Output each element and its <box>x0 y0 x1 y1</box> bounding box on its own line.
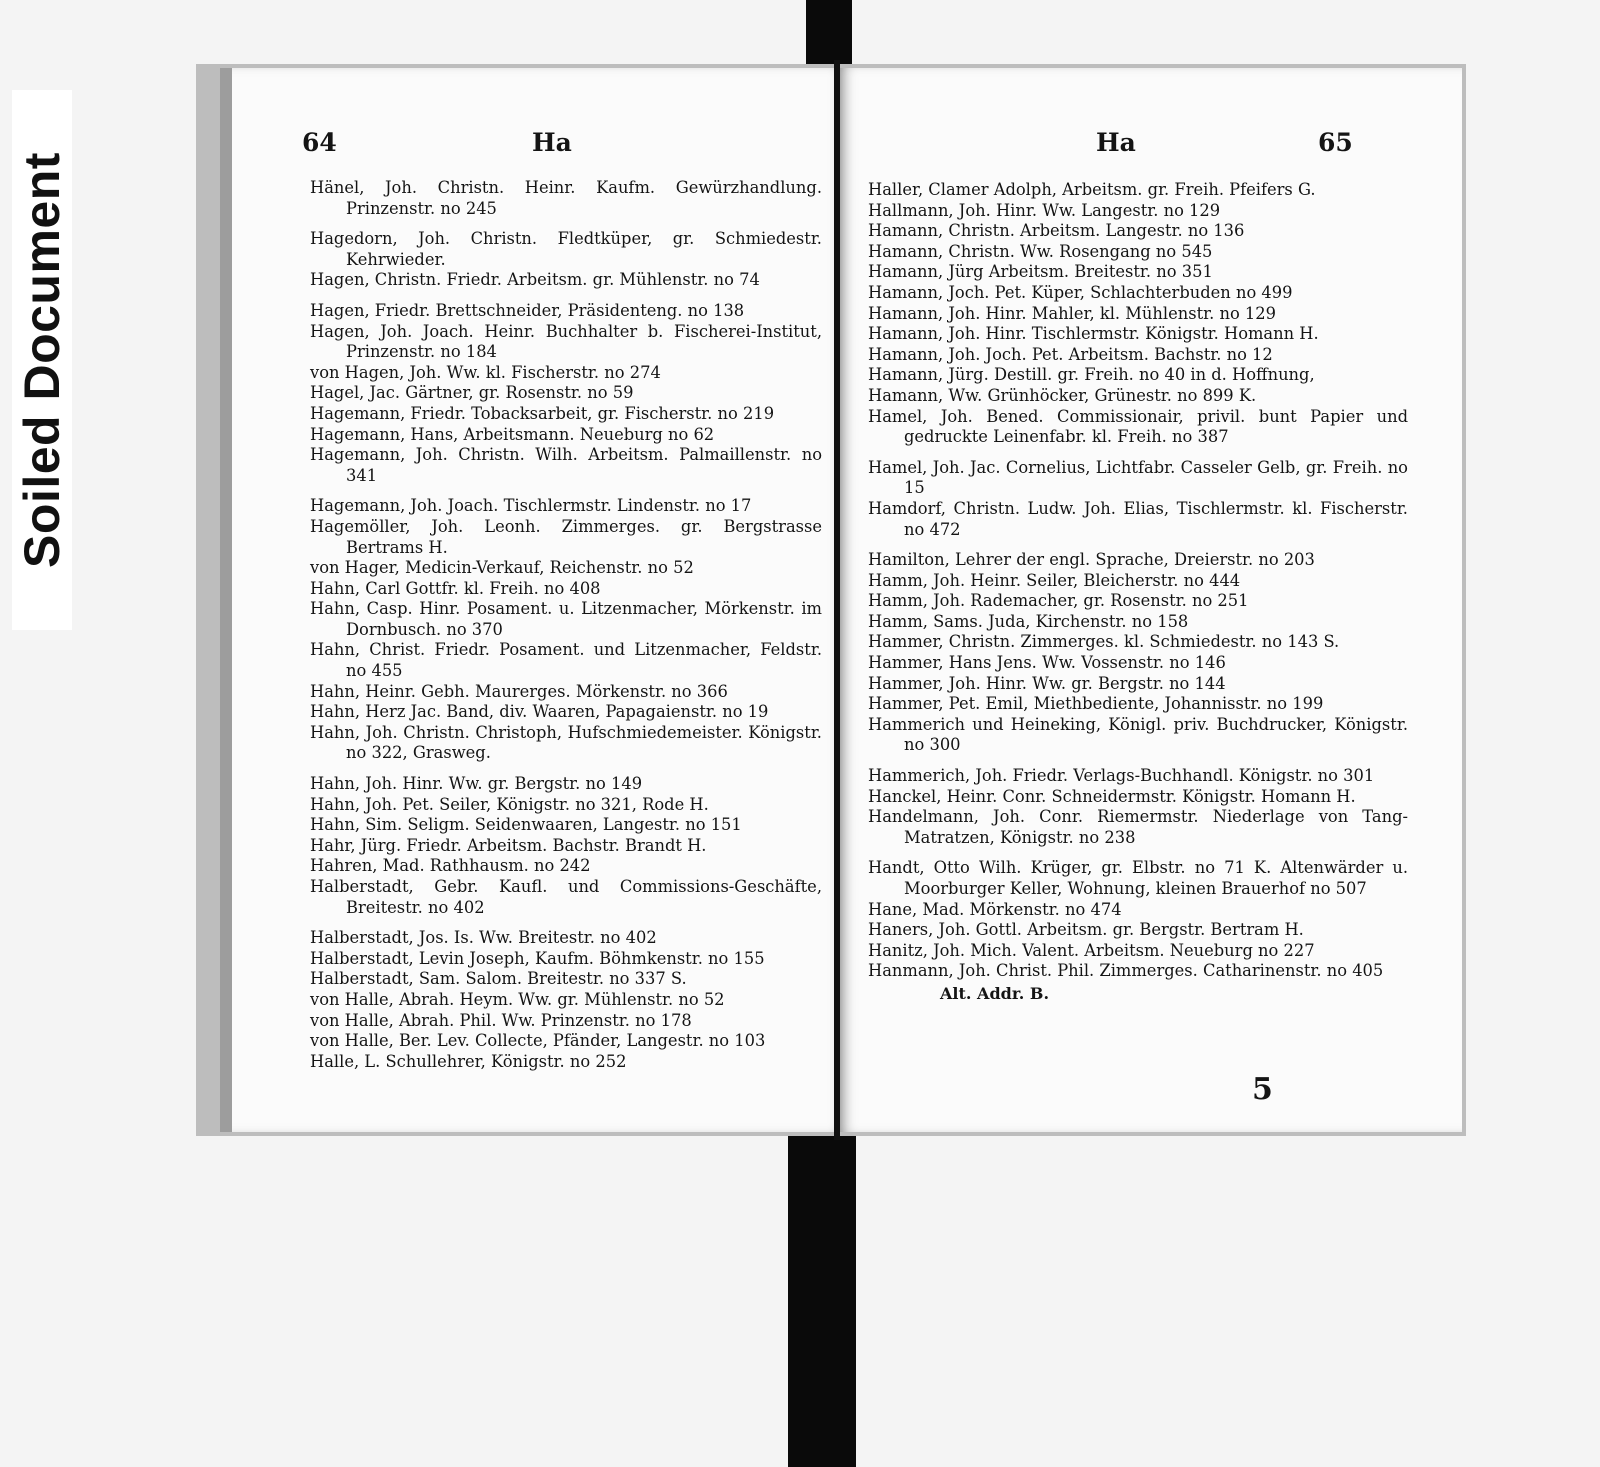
directory-entry: Hamm, Sams. Juda, Kirchenstr. no 158 <box>868 611 1189 631</box>
directory-entry: Hahn, Herz Jac. Band, div. Waaren, Papagaienstr. no 19 <box>310 702 769 722</box>
directory-entry: Hamann, Christn. Ww. Rosengang no 545 <box>868 241 1213 261</box>
directory-entry: Hammerich und Heineking, Königl. priv. Buchdrucker, Königstr. no 300 <box>868 714 1408 755</box>
directory-entry: Hamann, Joh. Joch. Pet. Arbeitsm. Bachstr. no 12 <box>868 344 1273 364</box>
directory-entry: Halberstadt, Levin Joseph, Kaufm. Böhmkenstr. no 155 <box>310 948 765 968</box>
directory-entry: Halberstadt, Gebr. Kaufl. und Commissions-Geschäfte, Breitestr. no 402 <box>310 877 822 917</box>
directory-entry: Halberstadt, Jos. Is. Ww. Breitestr. no 402 <box>310 928 657 948</box>
directory-entry: Hahn, Joh. Christn. Christoph, Hufschmiedemeister. Königstr. no 322, Grasweg. <box>310 722 822 763</box>
directory-entry: Hahn, Joh. Pet. Seiler, Königstr. no 321, Rode H. <box>310 794 709 814</box>
directory-entry: Hanitz, Joh. Mich. Valent. Arbeitsm. Neueburg no 227 <box>868 940 1315 960</box>
directory-entry: Hamel, Joh. Bened. Commissionair, privil. bunt Papier und gedruckte Leinenfabr. kl. Freih. no 387 <box>868 406 1408 447</box>
directory-entry: Hagemann, Hans, Arbeitsmann. Neueburg no 62 <box>310 424 715 444</box>
directory-entry: Hagen, Friedr. Brettschneider, Präsidenteng. no 138 <box>310 300 745 320</box>
directory-entry: Hammer, Christn. Zimmerges. kl. Schmiedestr. no 143 S. <box>868 632 1340 652</box>
directory-entry: Hagen, Joh. Joach. Heinr. Buchhalter b. Fischerei-Institut, Prinzenstr. no 184 <box>310 321 822 362</box>
directory-entry: Hahn, Christ. Friedr. Posament. und Litzenmacher, Feldstr. no 455 <box>310 640 822 681</box>
right-page <box>840 68 1462 1132</box>
directory-entry: Hamann, Jürg Arbeitsm. Breitestr. no 351 <box>868 262 1213 282</box>
directory-entry: Hamann, Joch. Pet. Küper, Schlachterbuden no 499 <box>868 282 1293 302</box>
directory-entry: Hagemann, Friedr. Tobacksarbeit, gr. Fischerstr. no 219 <box>310 403 775 423</box>
directory-entry: Haller, Clamer Adolph, Arbeitsm. gr. Freih. Pfeifers G. <box>868 180 1316 199</box>
directory-entry: Hagemann, Joh. Christn. Wilh. Arbeitsm. Palmaillenstr. no 341 <box>310 445 822 485</box>
directory-entry: von Hager, Medicin-Verkauf, Reichenstr. no 52 <box>310 558 694 578</box>
directory-entry: Hahn, Joh. Hinr. Ww. gr. Bergstr. no 149 <box>310 774 643 794</box>
directory-entry: von Halle, Ber. Lev. Collecte, Pfänder, Langestr. no 103 <box>310 1031 766 1051</box>
directory-entry: Hagedorn, Joh. Christn. Fledtküper, gr. Schmiedestr. Kehrwieder. <box>310 229 822 269</box>
side-label-text: Soiled Document <box>14 152 70 568</box>
directory-entry: Haners, Joh. Gottl. Arbeitsm. gr. Bergstr. Bertram H. <box>868 920 1304 940</box>
directory-entry: Hamdorf, Christn. Ludw. Joh. Elias, Tischlermstr. kl. Fischerstr. no 472 <box>868 498 1408 539</box>
directory-entry: Hagemöller, Joh. Leonh. Zimmerges. gr. Bergstrasse Bertrams H. <box>310 516 822 557</box>
signature-number: 5 <box>1252 1072 1273 1107</box>
directory-entry: Hammer, Joh. Hinr. Ww. gr. Bergstr. no 144 <box>868 673 1226 693</box>
directory-entry: Hallmann, Joh. Hinr. Ww. Langestr. no 129 <box>868 200 1221 220</box>
left-page <box>220 68 846 1132</box>
directory-entry: Hänel, Joh. Christn. Heinr. Kaufm. Gewürzhandlung. Prinzenstr. no 245 <box>310 178 822 218</box>
directory-entry: Hahn, Heinr. Gebh. Maurerges. Mörkenstr. no 366 <box>310 681 728 701</box>
signature-mark: Alt. Addr. B. <box>940 983 1050 1003</box>
directory-entry: Hamann, Christn. Arbeitsm. Langestr. no 136 <box>868 221 1245 241</box>
directory-entry: Hamm, Joh. Rademacher, gr. Rosenstr. no 251 <box>868 591 1249 611</box>
directory-entry: Hamel, Joh. Jac. Cornelius, Lichtfabr. Casseler Gelb, gr. Freih. no 15 <box>868 457 1408 498</box>
left-entry-list <box>310 178 822 1072</box>
directory-entry: von Halle, Abrah. Phil. Ww. Prinzenstr. no 178 <box>310 1010 692 1030</box>
directory-entry: Hahren, Mad. Rathhausm. no 242 <box>310 856 591 876</box>
directory-entry: Halle, L. Schullehrer, Königstr. no 252 <box>310 1051 627 1071</box>
film-strip-bottom <box>788 1118 856 1467</box>
directory-entry: Hammer, Hans Jens. Ww. Vossenstr. no 146 <box>868 653 1226 673</box>
directory-entry: Halberstadt, Sam. Salom. Breitestr. no 337 S. <box>310 969 687 989</box>
directory-entry: Hagen, Christn. Friedr. Arbeitsm. gr. Mühlenstr. no 74 <box>310 270 760 290</box>
directory-entry: Hamann, Joh. Hinr. Mahler, kl. Mühlenstr. no 129 <box>868 303 1276 323</box>
right-entry-list <box>868 180 1408 1005</box>
directory-entry: Hahn, Carl Gottfr. kl. Freih. no 408 <box>310 578 601 598</box>
directory-entry: von Hagen, Joh. Ww. kl. Fischerstr. no 274 <box>310 362 661 382</box>
directory-entry: Hamann, Joh. Hinr. Tischlermstr. Königstr. Homann H. <box>868 324 1319 344</box>
directory-entry: Hamm, Joh. Heinr. Seiler, Bleicherstr. no 444 <box>868 570 1241 590</box>
directory-entry: Handelmann, Joh. Conr. Riemermstr. Niederlage von Tang-Matratzen, Königstr. no 238 <box>868 807 1408 847</box>
directory-entry: Hanmann, Joh. Christ. Phil. Zimmerges. Catharinenstr. no 405 <box>868 961 1384 981</box>
directory-entry: von Halle, Abrah. Heym. Ww. gr. Mühlenstr. no 52 <box>310 989 725 1009</box>
directory-entry: Hagemann, Joh. Joach. Tischlermstr. Lindenstr. no 17 <box>310 496 752 516</box>
directory-entry: Hahn, Casp. Hinr. Posament. u. Litzenmacher, Mörkenstr. im Dornbusch. no 370 <box>310 599 822 639</box>
directory-entry: Hagel, Jac. Gärtner, gr. Rosenstr. no 59 <box>310 383 634 403</box>
side-label <box>12 90 72 630</box>
left-page-header: Ha <box>532 128 572 157</box>
directory-entry: Hamilton, Lehrer der engl. Sprache, Dreierstr. no 203 <box>868 550 1315 570</box>
right-page-number: 65 <box>1318 128 1353 157</box>
left-page-number: 64 <box>302 128 337 157</box>
directory-entry: Hanckel, Heinr. Conr. Schneidermstr. Königstr. Homann H. <box>868 786 1356 806</box>
directory-entry: Hammerich, Joh. Friedr. Verlags-Buchhandl. Königstr. no 301 <box>868 766 1375 786</box>
right-page-header: Ha <box>1096 128 1136 157</box>
directory-entry: Hamann, Jürg. Destill. gr. Freih. no 40 in d. Hoffnung, <box>868 365 1315 385</box>
directory-entry: Hammer, Pet. Emil, Miethbediente, Johannisstr. no 199 <box>868 694 1324 714</box>
directory-entry: Hahr, Jürg. Friedr. Arbeitsm. Bachstr. Brandt H. <box>310 835 707 855</box>
directory-entry: Hane, Mad. Mörkenstr. no 474 <box>868 899 1122 919</box>
directory-entry: Hahn, Sim. Seligm. Seidenwaaren, Langestr. no 151 <box>310 815 742 835</box>
directory-entry: Hamann, Ww. Grünhöcker, Grünestr. no 899 K. <box>868 385 1257 405</box>
directory-entry: Handt, Otto Wilh. Krüger, gr. Elbstr. no 71 K. Altenwärder u. Moorburger Keller, Wohnung, kleinen Brauerhof no 507 <box>868 858 1408 898</box>
